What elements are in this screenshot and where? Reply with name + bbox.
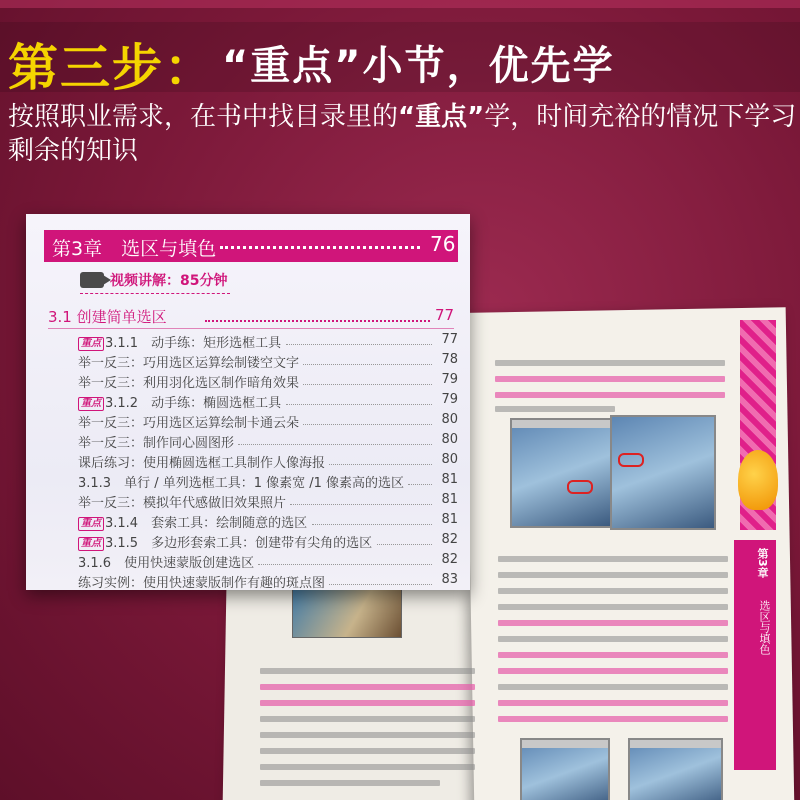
- video-duration: 视频讲解：85分钟: [110, 273, 228, 289]
- toc-row-leader: [286, 344, 432, 345]
- toc-row-page: 83: [441, 572, 458, 587]
- toc-row-leader: [329, 584, 432, 585]
- toc-row[interactable]: [78, 332, 458, 352]
- subtitle-pre: 按照职业需求，在书中找目录里的: [8, 102, 399, 132]
- section-leader: [205, 320, 430, 322]
- toc-row-label: 3.1.6 使用快速蒙版创建选区: [78, 556, 255, 571]
- screenshot-figure-2: [610, 415, 716, 530]
- chapter-page: 76: [430, 232, 456, 256]
- toc-row-leader: [238, 444, 432, 445]
- toc-row-leader: [377, 544, 432, 545]
- toc-row[interactable]: [78, 572, 458, 592]
- toc-row[interactable]: [78, 412, 458, 432]
- side-tab-subtitle: 选区与填色: [758, 600, 771, 655]
- toc-row-leader: [303, 424, 432, 425]
- toc-row-leader: [312, 524, 432, 525]
- toc-row[interactable]: [78, 532, 458, 552]
- top-stripe: [0, 0, 800, 8]
- section-page: 77: [435, 306, 455, 324]
- chapter-title: 第3章 选区与填色: [52, 238, 217, 260]
- toc-row-label: 3.1.4 套索工具：绘制随意的选区: [105, 516, 308, 531]
- toc-row-label: 举一反三：制作同心圆图形: [78, 436, 235, 451]
- toc-row[interactable]: [78, 432, 458, 452]
- toc-row-label: 练习实例：使用快速蒙版制作有趣的斑点图: [78, 576, 326, 591]
- toc-row-label: 举一反三：巧用选区运算绘制卡通云朵: [78, 416, 300, 431]
- toc-row-label: 举一反三：模拟年代感做旧效果照片: [78, 496, 287, 511]
- section-title: 3.1 创建简单选区: [48, 308, 167, 326]
- key-point-badge: 重点: [78, 517, 104, 531]
- toc-row-label: 课后练习：使用椭圆选框工具制作人像海报: [78, 456, 326, 471]
- toc-row[interactable]: [78, 492, 458, 512]
- toc-row[interactable]: [78, 392, 458, 412]
- key-point-badge: 重点: [78, 337, 104, 351]
- chapter-leader: [220, 246, 420, 249]
- toc-row-page: 78: [441, 352, 458, 367]
- toc-row-page: 77: [441, 332, 458, 347]
- toc-row-leader: [329, 464, 432, 465]
- subtitle: [8, 100, 798, 168]
- step-title: “重点”小节，优先学: [222, 43, 615, 89]
- toc-row-leader: [258, 564, 432, 565]
- video-underline: [80, 293, 230, 294]
- toc-row-page: 80: [441, 412, 458, 427]
- toc-row-label: 举一反三：利用羽化选区制作暗角效果: [78, 376, 300, 391]
- toc-row[interactable]: [78, 372, 458, 392]
- toc-row[interactable]: [78, 472, 458, 492]
- toc-row-page: 79: [441, 372, 458, 387]
- screenshot-figure-3: [520, 738, 610, 800]
- key-point-badge: 重点: [78, 397, 104, 411]
- toc-row-label: 3.1.1 动手练：矩形选框工具: [105, 336, 282, 351]
- toc-row[interactable]: [78, 352, 458, 372]
- toc-row-page: 82: [441, 532, 458, 547]
- toc-row-leader: [408, 484, 432, 485]
- toc-row[interactable]: [78, 552, 458, 572]
- screenshot-figure-1: [510, 418, 612, 528]
- toc-row[interactable]: [78, 452, 458, 472]
- toc-row-label: 3.1.5 多边形套索工具：创建带有尖角的选区: [105, 536, 373, 551]
- step-label: 第三步：: [8, 39, 216, 97]
- subtitle-highlight: “重点”: [398, 102, 485, 132]
- toc-row-label: 3.1.3 单行 / 单列选框工具：1 像素宽 /1 像素高的选区: [78, 476, 405, 491]
- toc-row-page: 80: [441, 432, 458, 447]
- toc-row-page: 81: [441, 472, 458, 487]
- toc-row-page: 81: [441, 492, 458, 507]
- toc-row-leader: [303, 384, 432, 385]
- toc-row-leader: [303, 364, 432, 365]
- toc-row-page: 79: [441, 392, 458, 407]
- toc-row-label: 3.1.2 动手练：椭圆选框工具: [105, 396, 282, 411]
- toc-row-page: 81: [441, 512, 458, 527]
- side-tab-title: 第3章: [756, 548, 769, 578]
- key-point-badge: 重点: [78, 537, 104, 551]
- video-camera-icon: [80, 272, 104, 288]
- toc-row-page: 80: [441, 452, 458, 467]
- subtitle-post: 学，时间充裕的情况下学习剩余的知识: [8, 102, 797, 166]
- toc-row-label: 举一反三：巧用选区运算绘制镂空文字: [78, 356, 300, 371]
- mascot-icon: [738, 450, 778, 510]
- screenshot-figure-4: [628, 738, 723, 800]
- section-divider: [48, 328, 454, 329]
- toc-row-page: 82: [441, 552, 458, 567]
- toc-row-leader: [290, 504, 432, 505]
- toc-row[interactable]: [78, 512, 458, 532]
- toc-row-leader: [286, 404, 432, 405]
- headline-bar: [0, 22, 800, 97]
